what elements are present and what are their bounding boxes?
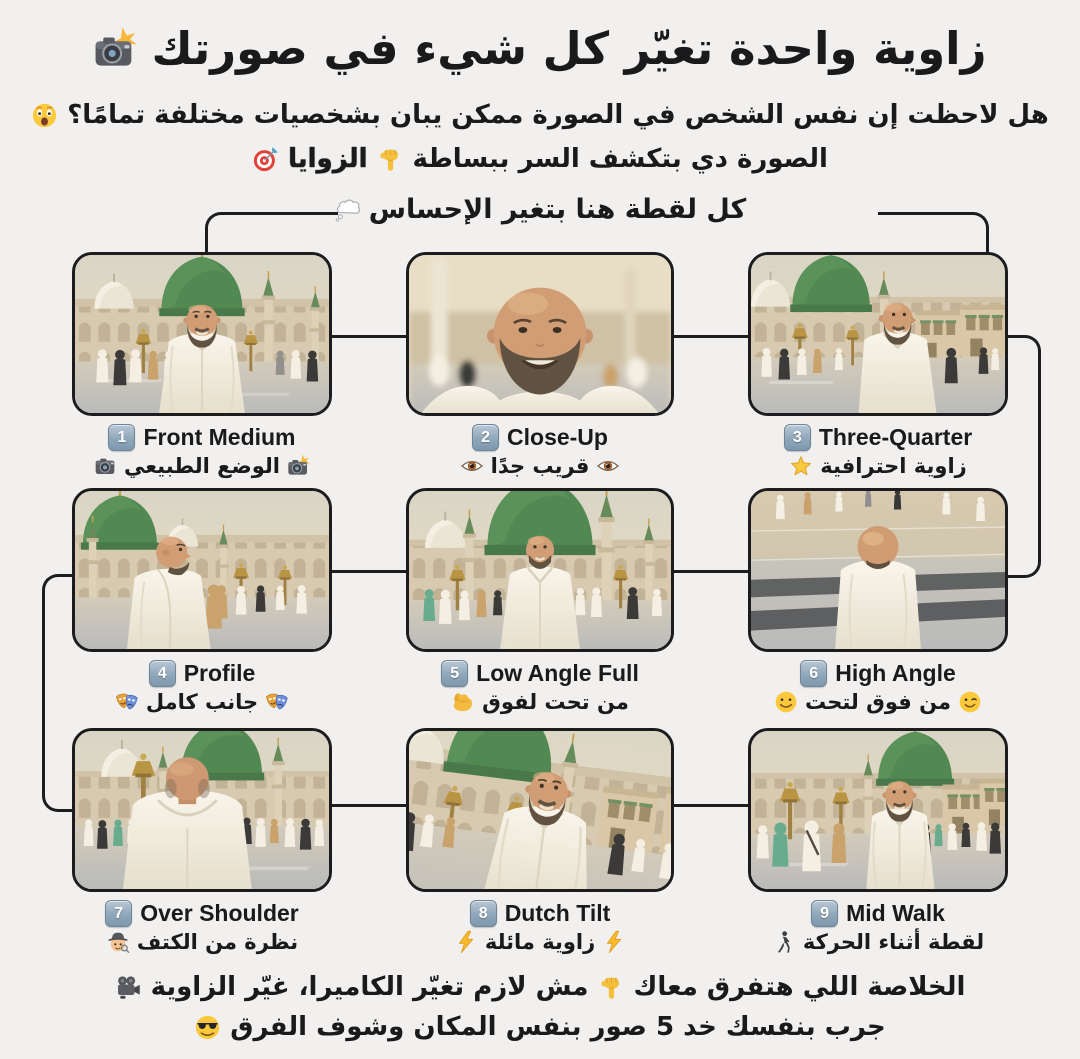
connector-photo-1-2 [332, 335, 406, 338]
high-voltage-icon [602, 930, 626, 954]
photo-three-quarter [748, 252, 1008, 416]
glowing-star-icon [789, 454, 813, 478]
card-label-front-medium [32, 424, 372, 478]
footer-2-text: جرب بنفسك خد 5 صور بنفس المكان وشوف الفرق [230, 1012, 886, 1042]
winking-face-icon [958, 690, 982, 714]
card-1-title-en: Front Medium [143, 424, 296, 450]
card-3-title-row [708, 424, 1048, 451]
high-voltage-icon [454, 930, 478, 954]
card-label-dutch-tilt [370, 900, 710, 954]
card-5-subtitle-ar: من تحت لفوق [482, 690, 629, 714]
page-title-text: زاوية واحدة تغيّر كل شيء في صورتك [151, 22, 987, 75]
photo-over-shoulder [72, 728, 332, 892]
performing-arts-masks-icon [115, 690, 139, 714]
card-4-title-en: Profile [183, 660, 256, 686]
card-8-title-row [370, 900, 710, 927]
card-label-close-up [370, 424, 710, 478]
card-6-subtitle-ar: من فوق لتحت [804, 690, 952, 714]
card-4-title-row [32, 660, 372, 687]
astonished-face-icon [31, 102, 58, 129]
dart-target-icon [252, 146, 279, 173]
card-7-title-en: Over Shoulder [140, 900, 299, 926]
card-label-low-angle-full [370, 660, 710, 714]
backhand-index-down-icon [598, 974, 625, 1001]
performing-arts-masks-icon [265, 690, 289, 714]
card-7-title-row [32, 900, 372, 927]
flexed-biceps-icon [451, 690, 475, 714]
subtitle-line-1 [0, 100, 1080, 130]
subtitle-line-2 [0, 144, 1080, 174]
card-7-subtitle-ar: نظرة من الكتف [136, 930, 299, 954]
photo-mid-walk [748, 728, 1008, 892]
keycap-3-icon: 3 [784, 424, 811, 451]
keycap-4-icon: 4 [149, 660, 176, 687]
photo-high-angle [748, 488, 1008, 652]
detective-icon [106, 930, 130, 954]
photo-front-medium [72, 252, 332, 416]
card-label-over-shoulder [32, 900, 372, 954]
eye-icon [596, 454, 620, 478]
card-9-subtitle-row [708, 930, 1048, 954]
slightly-smiling-face-icon [774, 690, 798, 714]
footer-1-text-b: مش لازم تغيّر الكاميرا، غيّر الزاوية [150, 972, 589, 1002]
card-8-subtitle-ar: زاوية مائلة [484, 930, 596, 954]
card-label-three-quarter [708, 424, 1048, 478]
keycap-8-icon: 8 [470, 900, 497, 927]
camera-with-flash-icon [287, 454, 311, 478]
card-4-subtitle-ar: جانب كامل [145, 690, 259, 714]
card-2-title-en: Close-Up [507, 424, 608, 450]
card-9-subtitle-ar: لقطة أثناء الحركة [802, 930, 985, 954]
keycap-1-icon: 1 [108, 424, 135, 451]
backhand-index-down-icon [377, 146, 404, 173]
photo-dutch-tilt [406, 728, 674, 892]
photo-low-angle-full [406, 488, 674, 652]
connector-photo-5-6 [674, 570, 748, 573]
card-1-title-row [32, 424, 372, 451]
card-3-title-en: Three-Quarter [818, 424, 973, 450]
card-8-subtitle-row [370, 930, 710, 954]
keycap-6-icon: 6 [800, 660, 827, 687]
connector-photo-2-3 [674, 335, 748, 338]
keycap-9-icon: 9 [811, 900, 838, 927]
subtitle-2-text-b: الزوايا [288, 144, 368, 174]
card-2-title-row [370, 424, 710, 451]
flow-caption-text: كل لقطة هنا بتغير الإحساس [368, 194, 747, 225]
flow-caption [0, 194, 1080, 225]
card-6-subtitle-row [708, 690, 1048, 714]
card-label-profile [32, 660, 372, 714]
card-4-subtitle-row [32, 690, 372, 714]
footer-1-text-a: الخلاصة اللي هتفرق معاك [633, 972, 966, 1002]
card-2-subtitle-row [370, 454, 710, 478]
person-walking-icon [772, 930, 796, 954]
smiling-face-with-sunglasses-icon [194, 1014, 221, 1041]
card-1-subtitle-row [32, 454, 372, 478]
footer-line-1 [0, 972, 1080, 1002]
card-5-title-en: Low Angle Full [476, 660, 639, 686]
card-1-subtitle-ar: الوضع الطبيعي [124, 454, 280, 478]
card-3-subtitle-row [708, 454, 1048, 478]
eye-icon [460, 454, 484, 478]
card-7-subtitle-row [32, 930, 372, 954]
card-label-high-angle [708, 660, 1048, 714]
photo-close-up [406, 252, 674, 416]
card-3-subtitle-ar: زاوية احترافية [820, 454, 967, 478]
card-2-subtitle-ar: قريب جدًا [490, 454, 590, 478]
page-title [0, 22, 1080, 75]
connector-photo-4-5 [332, 570, 406, 573]
keycap-2-icon: 2 [472, 424, 499, 451]
keycap-7-icon: 7 [105, 900, 132, 927]
card-9-title-en: Mid Walk [846, 900, 945, 926]
photo-profile [72, 488, 332, 652]
thought-balloon-icon [334, 196, 361, 223]
connector-photo-8-9 [674, 804, 748, 807]
movie-camera-icon [115, 974, 142, 1001]
card-6-title-en: High Angle [835, 660, 956, 686]
card-label-mid-walk [708, 900, 1048, 954]
camera-icon [93, 454, 117, 478]
footer-line-2 [0, 1012, 1080, 1042]
card-8-title-en: Dutch Tilt [504, 900, 611, 926]
camera-with-flash-icon [93, 26, 139, 72]
card-9-title-row [708, 900, 1048, 927]
subtitle-2-text-a: الصورة دي بتكشف السر ببساطة [412, 144, 828, 174]
card-6-title-row [708, 660, 1048, 687]
card-5-title-row [370, 660, 710, 687]
card-5-subtitle-row [370, 690, 710, 714]
keycap-5-icon: 5 [441, 660, 468, 687]
subtitle-1-text: هل لاحظت إن نفس الشخص في الصورة ممكن يبان بشخصيات مختلفة تمامًا؟ [67, 100, 1049, 130]
connector-photo-7-8 [332, 804, 406, 807]
